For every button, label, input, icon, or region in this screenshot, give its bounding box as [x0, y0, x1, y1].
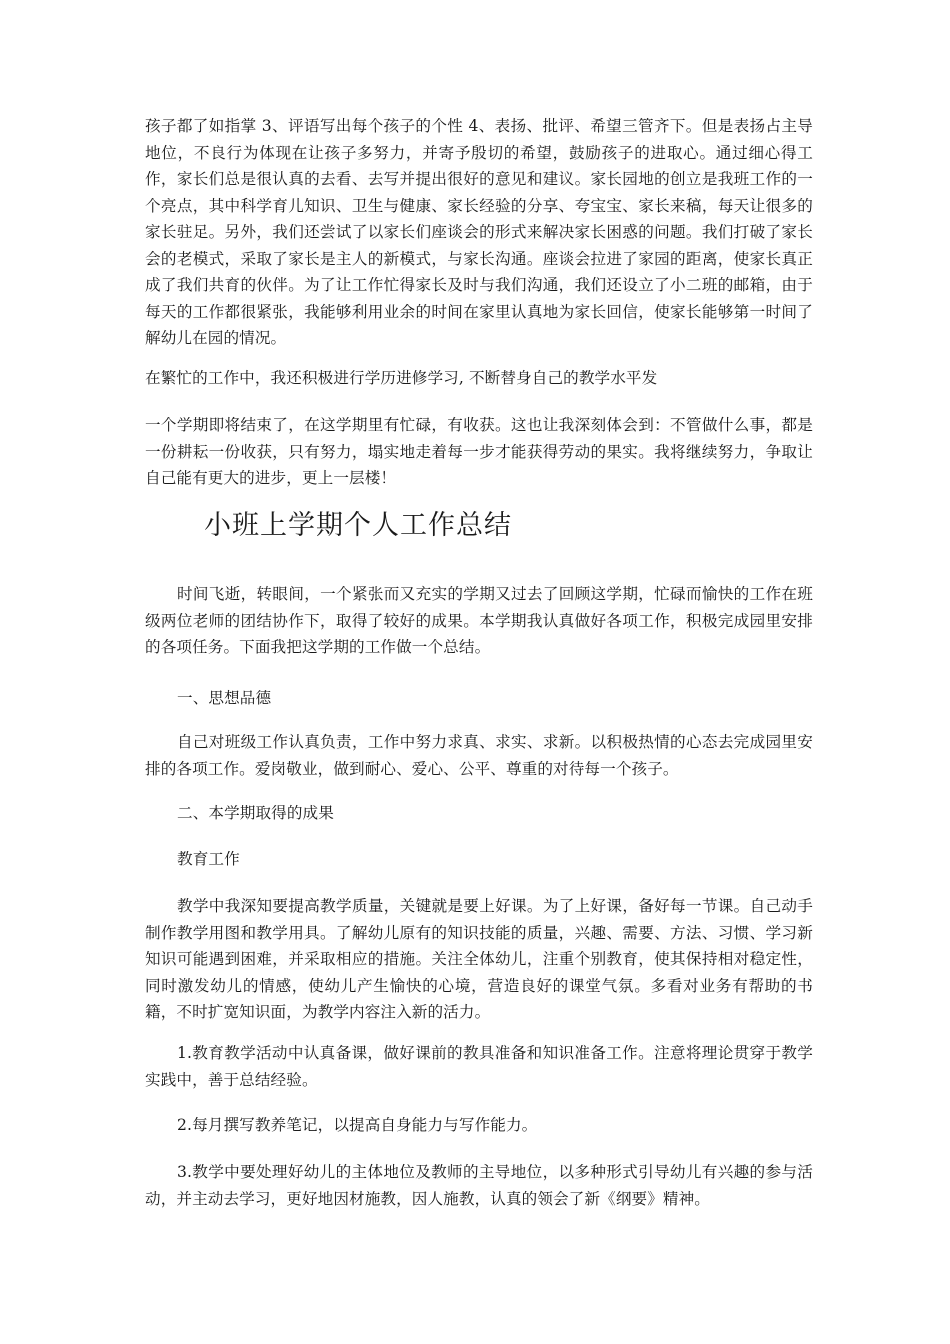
- paragraph-further-study: 在繁忙的工作中，我还积极进行学历进修学习, 不断替身自己的教学水平发: [145, 369, 658, 387]
- paragraph-teaching: 教学中我深知要提高教学质量，关键就是要上好课。为了上好课，备好每一节课。自己动手制作教学用图和教学用具。了解幼儿原有的知识技能的质量，兴趣、需要、方法、习惯、学习新知识可能遇到困难，并采取相应的措施。关注全体幼儿，注重个别教育，使其保持相对稳定性，同时激发幼儿的情感，使幼儿产生愉快的心境，营造良好的课堂气氛。多看对业务有帮助的书籍，不时扩宽知识面，为教学内容注入新的活力。: [145, 897, 813, 1021]
- section-heading-ideology: 一、思想品德: [177, 689, 272, 707]
- section-heading-achievements: 二、本学期取得的成果: [177, 804, 334, 822]
- paragraph-parent-communication: 孩子都了如指掌 3、评语写出每个孩子的个性 4、表扬、批评、希望三管齐下。但是表扬占主导地位，不良行为体现在让孩子多努力，并寄予殷切的希望，鼓励孩子的进取心。通过细心得工作，家长们总是很认真的去看、去写并提出很好的意见和建议。家长园地的创立是我班工作的一个亮点，其中科学育儿知识、卫生与健康、家长经验的分享、夸宝宝、家长来稿，每天让很多的家长驻足。另外，我们还尝试了以家长们座谈会的形式来解决家长困惑的问题。我们打破了家长会的老模式，采取了家长是主人的新模式，与家长沟通。座谈会拉进了家园的距离，使家长真正成了我们共育的伙伴。为了让工作忙得家长及时与我们沟通，我们还设立了小二班的邮箱，由于每天的工作都很紧张，我能够利用业余的时间在家里认真地为家长回信，使家长能够第一时间了解幼儿在园的情况。: [145, 117, 813, 347]
- paragraph-ideology: 自己对班级工作认真负责，工作中努力求真、求实、求新。以积极热情的心态去完成园里安排的各项工作。爱岗敬业，做到耐心、爱心、公平、尊重的对待每一个孩子。: [145, 733, 813, 778]
- list-item-2: 2.每月撰写教养笔记，以提高自身能力与写作能力。: [177, 1116, 538, 1134]
- paragraph-intro: 时间飞逝，转眼间，一个紧张而又充实的学期又过去了回顾这学期，忙碌而愉快的工作在班级两位老师的团结协作下，取得了较好的成果。本学期我认真做好各项工作，积极完成园里安排的各项任务。下面我把这学期的工作做一个总结。: [145, 585, 813, 656]
- list-item-1: 1.教育教学活动中认真备课，做好课前的教具准备和知识准备工作。注意将理论贯穿于教学实践中，善于总结经验。: [145, 1044, 813, 1089]
- document-title: 小班上学期个人工作总结: [204, 510, 512, 541]
- list-item-3: 3.教学中要处理好幼儿的主体地位及教师的主导地位，以多种形式引导幼儿有兴趣的参与活动，并主动去学习，更好地因材施教，因人施教，认真的领会了新《纲要》精神。: [145, 1163, 813, 1208]
- subheading-education-work: 教育工作: [177, 850, 240, 868]
- paragraph-semester-reflection: 一个学期即将结束了，在这学期里有忙碌，有收获。这也让我深刻体会到：不管做什么事，都是一份耕耘一份收获，只有努力，塌实地走着每一步才能获得劳动的果实。我将继续努力，争取让自己能有更大的进步，更上一层楼！: [145, 416, 813, 487]
